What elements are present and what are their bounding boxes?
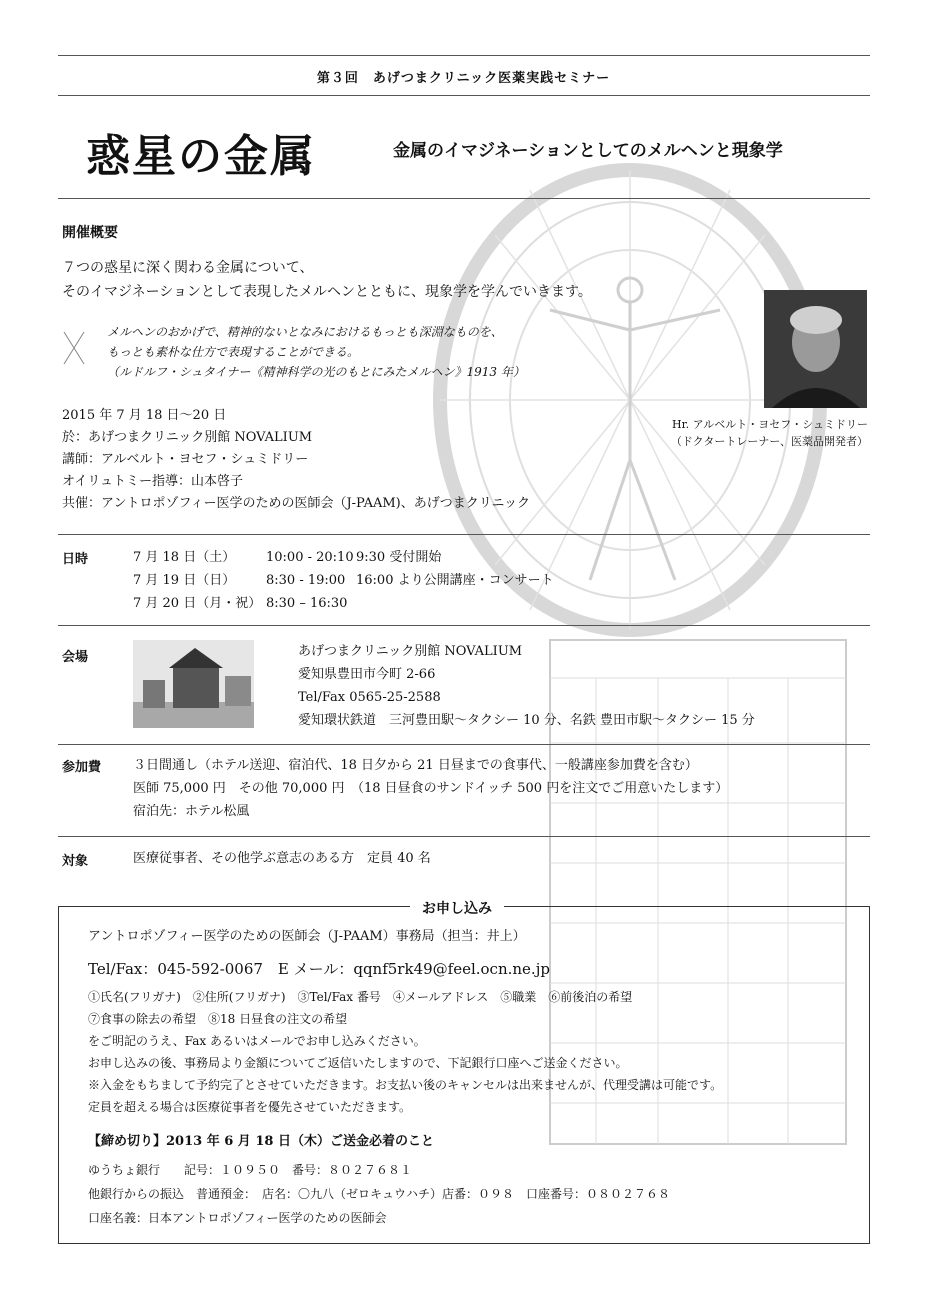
schedule-date: 7 月 19 日（日）	[133, 573, 236, 588]
fee-label: 参加費	[62, 760, 102, 775]
schedule-rule	[58, 534, 870, 535]
target-label: 対象	[62, 854, 89, 869]
title-rule	[58, 198, 870, 199]
venue-label: 会場	[62, 650, 89, 665]
detail-line: 講師：アルベルト・ヨセフ・シュミドリー	[62, 452, 309, 467]
fee-line: 医師 75,000 円 その他 70,000 円 （18 日昼食のサンドイッチ 500 円を注文でご用意いたします）	[133, 781, 729, 796]
schedule-date: 7 月 20 日（月・祝）	[133, 596, 262, 611]
fee-line: 宿泊先：ホテル松風	[133, 804, 250, 819]
overview-intro	[62, 256, 592, 304]
page-title: 惑星の金属	[86, 131, 316, 182]
fee-rule	[58, 744, 870, 745]
overview-line: そのイマジネーションとして表現したメルヘンとともに、現象学を学んでいきます。	[62, 284, 592, 300]
venue-line: Tel/Fax 0565-25-2588	[298, 690, 441, 705]
schedule-date: 7 月 18 日（土）	[133, 550, 236, 565]
lecturer-photo	[764, 290, 867, 408]
cross-mark-icon	[62, 330, 86, 366]
items-line: ①氏名(フリガナ) ②住所(フリガナ) ③Tel/Fax 番号 ④メールアドレス ⑤職業 ⑥前後泊の希望	[88, 990, 633, 1004]
quote-line: （ルドルフ・シュタイナー《精神科学の光のもとにみたメルヘン》1913 年）	[107, 365, 525, 379]
detail-line: 共催：アントロポゾフィー医学のための医師会（J-PAAM)、あげつまクリニック	[62, 496, 530, 511]
schedule-note: 16:00 より公開講座・コンサート	[356, 573, 554, 588]
quote-line: もっとも素朴な仕方で表現することができる。	[107, 345, 360, 359]
overview-heading: 開催概要	[62, 225, 118, 241]
seminar-series: 第３回 あげつまクリニック医薬実践セミナー	[316, 71, 611, 86]
application-notes	[88, 1030, 722, 1118]
detail-line: 於：あげつまクリニック別館 NOVALIUM	[62, 430, 313, 445]
note-line: をご明記のうえ、Fax あるいはメールでお申し込みください。	[88, 1034, 426, 1048]
note-line: 定員を超える場合は医療従事者を優先させていただきます。	[88, 1100, 412, 1114]
bank-line: 他銀行からの振込 普通預金： 店名：〇九八（ゼロキュウハチ）店番：０９８ 口座番号：０８０２７６８	[88, 1187, 671, 1201]
schedule-time: 8:30 – 16:30	[266, 596, 348, 611]
bank-info	[88, 1158, 670, 1230]
schedule-row	[133, 546, 554, 569]
schedule-label: 日時	[62, 552, 89, 567]
schedule-time: 8:30 - 19:00	[266, 573, 346, 588]
application-contact: Tel/Fax：045-592-0067 E メール：qqnf5rk49@feel.ocn.ne.jp	[88, 960, 550, 978]
overview-line: ７つの惑星に深く関わる金属について、	[62, 260, 314, 276]
target-rule	[58, 836, 870, 837]
schedule-row	[133, 569, 554, 592]
top-rule	[58, 55, 870, 56]
detail-line: 2015 年 7 月 18 日〜20 日	[62, 408, 227, 423]
schedule-note: 9:30 受付開始	[356, 550, 442, 565]
application-title: お申し込み	[410, 898, 504, 918]
application-deadline: 【締め切り】2013 年 6 月 18 日（木）ご送金必着のこと	[88, 1134, 434, 1149]
application-items	[88, 986, 632, 1030]
schedule-time: 10:00 - 20:10	[266, 550, 354, 565]
page-subtitle: 金属のイマジネーションとしてのメルヘンと現象学	[393, 141, 783, 161]
caption-line: （ドクタートレーナー、医薬品開発者）	[670, 435, 868, 448]
bank-line: 口座名義：日本アントロポゾフィー医学のための医師会	[88, 1211, 387, 1225]
lecturer-caption	[640, 416, 868, 450]
note-line: お申し込みの後、事務局より金額についてご返信いたしますので、下記銀行口座へご送金ください。	[88, 1056, 628, 1070]
header-rule	[58, 95, 870, 96]
steiner-quote	[107, 322, 525, 382]
venue-info	[298, 640, 755, 732]
bank-line: ゆうちょ銀行 記号：１０９５０ 番号：８０２７６８１	[88, 1163, 413, 1177]
venue-line: 愛知環状鉄道 三河豊田駅〜タクシー 10 分、名鉄 豊田市駅〜タクシー 15 分	[298, 713, 755, 728]
schedule-table	[133, 546, 554, 615]
schedule-row	[133, 592, 554, 615]
items-line: ⑦食事の除去の希望 ⑧18 日昼食の注文の希望	[88, 1012, 348, 1026]
detail-line: オイリュトミー指導：山本啓子	[62, 474, 243, 489]
fee-line: ３日間通し（ホテル送迎、宿泊代、18 日夕から 21 日昼までの食事代、一般講座参加費を含む）	[133, 758, 698, 773]
target-text: 医療従事者、その他学ぶ意志のある方 定員 40 名	[133, 851, 431, 866]
event-details	[62, 405, 530, 515]
venue-rule	[58, 625, 870, 626]
caption-line: Hr. アルベルト・ヨセフ・シュミドリー	[672, 418, 868, 431]
venue-line: 愛知県豊田市今町 2-66	[298, 667, 436, 682]
note-line: ※入金をもちまして予約完了とさせていただきます。お支払い後のキャンセルは出来ませんが、代理受講は可能です。	[88, 1078, 723, 1092]
quote-line: メルヘンのおかげで、精神的ないとなみにおけるもっとも深淵なものを、	[107, 325, 503, 339]
application-office: アントロポゾフィー医学のための医師会（J-PAAM）事務局（担当：井上）	[88, 929, 526, 944]
venue-line: あげつまクリニック別館 NOVALIUM	[298, 644, 523, 659]
fee-info	[133, 754, 728, 823]
venue-photo	[133, 640, 254, 728]
